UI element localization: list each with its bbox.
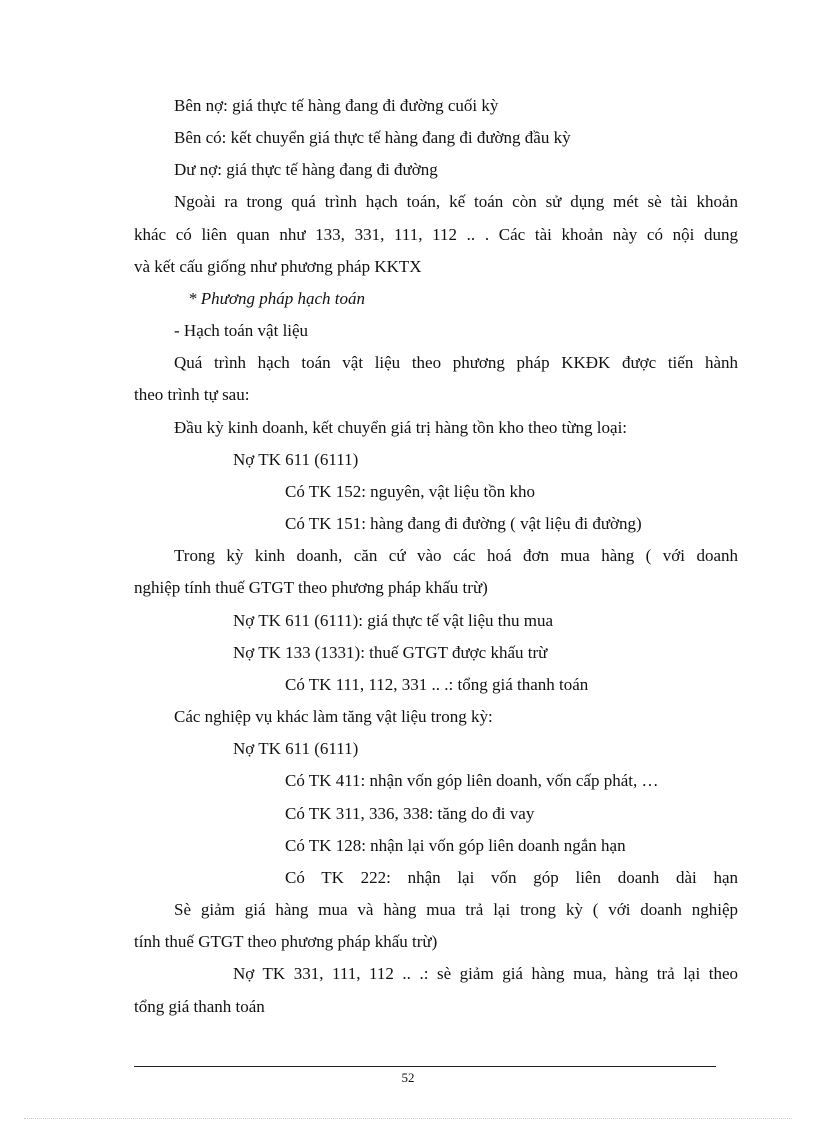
entry-line: Có TK 411: nhận vốn góp liên doanh, vốn cấp phát, … (285, 771, 659, 790)
page-number: 52 (401, 1070, 415, 1085)
footer-rule (134, 1066, 716, 1067)
text-line: Bên có: kết chuyển giá thực tế hàng đang đi đường đầu kỳ (174, 128, 571, 147)
entry-line: Nợ TK 611 (6111) (233, 450, 359, 469)
section-heading: * Phương pháp hạch toán (188, 289, 365, 308)
text-line: Trong kỳ kinh doanh, căn cứ vào các hoá đơn mua hàng ( với doanh (174, 546, 738, 565)
entry-line: Nợ TK 331, 111, 112 .. .: sè giảm giá hàng mua, hàng trả lại theo (233, 964, 738, 983)
entry-line: Có TK 111, 112, 331 .. .: tổng giá thanh toán (285, 675, 589, 694)
text-line: nghiệp tính thuế GTGT theo phương pháp khấu trừ) (134, 578, 488, 597)
text-line: theo trình tự sau: (134, 385, 250, 404)
page-bottom-border (24, 1118, 792, 1119)
text-line: Ngoài ra trong quá trình hạch toán, kế toán còn sử dụng mét sè tài khoản (174, 192, 738, 211)
subsection-heading: - Hạch toán vật liệu (174, 321, 309, 340)
text-line: Các nghiệp vụ khác làm tăng vật liệu trong kỳ: (174, 707, 493, 726)
entry-line: Có TK 128: nhận lại vốn góp liên doanh ngắn hạn (285, 836, 626, 855)
entry-line: Có TK 222: nhận lại vốn góp liên doanh dài hạn (285, 868, 738, 887)
text-line: Sè giảm giá hàng mua và hàng mua trả lại trong kỳ ( với doanh nghiệp (174, 900, 738, 919)
text-line: tính thuế GTGT theo phương pháp khấu trừ) (134, 932, 438, 951)
entry-line: Có TK 311, 336, 338: tăng do đi vay (285, 804, 535, 823)
text-line: Đầu kỳ kinh doanh, kết chuyển giá trị hàng tồn kho theo từng loại: (174, 418, 628, 437)
entry-line: Nợ TK 133 (1331): thuế GTGT được khấu trừ (233, 643, 548, 662)
text-line: và kết cấu giống như phương pháp KKTX (134, 257, 422, 276)
text-line: Bên nợ: giá thực tế hàng đang đi đường cuối kỳ (174, 96, 499, 115)
text-line: Dư nợ: giá thực tế hàng đang đi đường (174, 160, 438, 179)
entry-line: Có TK 151: hàng đang đi đường ( vật liệu đi đường) (285, 514, 642, 533)
entry-line: Nợ TK 611 (6111): giá thực tế vật liệu thu mua (233, 611, 554, 630)
entry-line: Nợ TK 611 (6111) (233, 739, 359, 758)
entry-line: Có TK 152: nguyên, vật liệu tồn kho (285, 482, 535, 501)
text-line: tổng giá thanh toán (134, 997, 265, 1016)
text-line: Quá trình hạch toán vật liệu theo phương pháp KKĐK được tiến hành (174, 353, 738, 372)
text-line: khác có liên quan như 133, 331, 111, 112 .. . Các tài khoản này có nội dung (134, 225, 738, 244)
